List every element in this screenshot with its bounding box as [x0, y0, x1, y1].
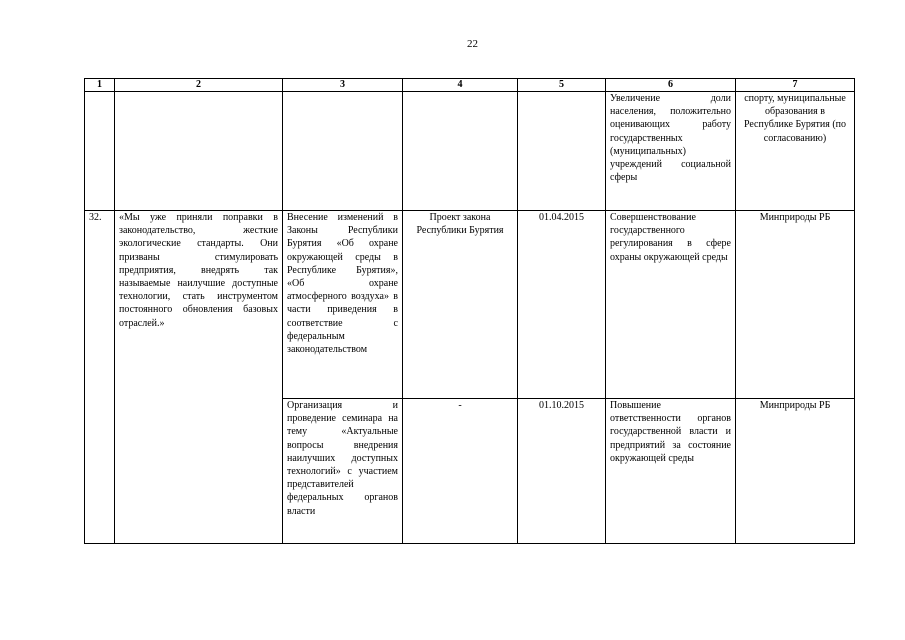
date-cell [518, 92, 606, 211]
column-header: 1 [85, 79, 115, 92]
measure-cell: Внесение изменений в Законы Республики Бурятия «Об охране окружающей среды в Республике Бурятия», «Об охране атмосферного воздуха» в части приведения в соответствие с федеральным законодательством [283, 211, 403, 399]
measure-cell [283, 92, 403, 211]
measure-cell: Организация и проведение семинара на тему «Актуальные вопросы внедрения наилучших доступных технологий» с участием представителей федеральных органов власти [283, 399, 403, 544]
date-cell: 01.04.2015 [518, 211, 606, 399]
responsible-cell: спорту, муниципальные образования в Республике Бурятия (по согласованию) [736, 92, 855, 211]
date-cell: 01.10.2015 [518, 399, 606, 544]
document-cell [403, 92, 518, 211]
result-cell: Увеличение доли населения, положительно оценивающих работу государственных (муниципальных) учреждений социальной сферы [606, 92, 736, 211]
table-header-row [85, 79, 855, 92]
row-number-cell [85, 92, 115, 211]
page-number: 22 [467, 38, 478, 50]
document-cell: - [403, 399, 518, 544]
action-plan-table [84, 78, 855, 544]
quote-cell: «Мы уже приняли поправки в законодательство, жесткие экологические стандарты. Они призваны стимулировать предприятия, внедрять так называемые наилучшие доступные технологии, стать инструментом постоянного обновления базовых отраслей.» [115, 211, 283, 544]
document-cell: Проект закона Республики Бурятия [403, 211, 518, 399]
column-header: 6 [606, 79, 736, 92]
table-row [85, 211, 855, 399]
quote-cell [115, 92, 283, 211]
column-header: 2 [115, 79, 283, 92]
responsible-cell: Минприроды РБ [736, 211, 855, 399]
column-header: 4 [403, 79, 518, 92]
column-header: 5 [518, 79, 606, 92]
row-number-cell: 32. [85, 211, 115, 544]
table-row [85, 92, 855, 211]
result-cell: Повышение ответственности органов государственной власти и предприятий за состояние окружающей среды [606, 399, 736, 544]
column-header: 7 [736, 79, 855, 92]
responsible-cell: Минприроды РБ [736, 399, 855, 544]
column-header: 3 [283, 79, 403, 92]
result-cell: Совершенствование государственного регулирования в сфере охраны окружающей среды [606, 211, 736, 399]
